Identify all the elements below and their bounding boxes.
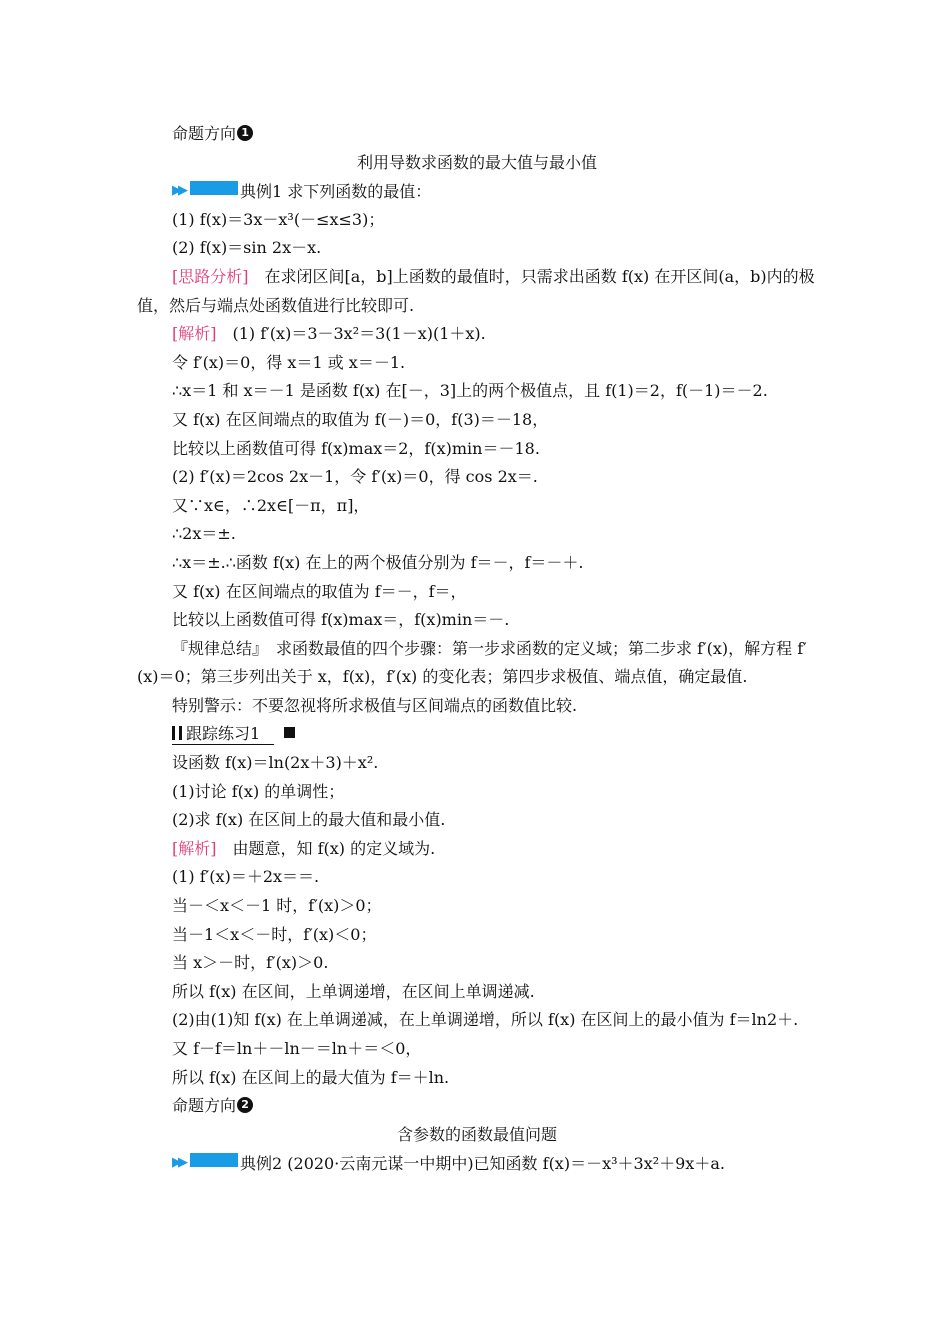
solution-2-line: 所以 f(x) 在区间上的最大值为 f＝＋ln. <box>172 1067 450 1087</box>
example-1-header <box>137 177 817 206</box>
analysis-tag: [思路分析] <box>172 266 249 286</box>
solution-1-line: (2) f′(x)＝2cos 2x－1，令 f′(x)＝0，得 cos 2x＝. <box>172 467 538 487</box>
section-heading-1 <box>137 120 817 149</box>
solution-1-line: 又 f(x) 在区间端点的取值为 f＝－，f＝， <box>172 581 467 601</box>
practice-1-line: (1)讨论 f(x) 的单调性； <box>172 781 345 801</box>
example-2-header <box>137 1149 817 1178</box>
solution-2-line: 当－＜x＜－1 时，f′(x)＞0； <box>172 896 382 916</box>
practice-1-label-underline <box>172 724 274 745</box>
example-marker-icon: ▶▶ <box>172 175 238 206</box>
example-1-line: (2) f(x)＝sin 2x－x. <box>172 238 322 258</box>
summary-text: 求函数最值的四个步骤：第一步求函数的定义域；第二步求 f′(x)，解方程 f′(x)＝0；第三步列出关于 x，f(x)，f′(x) 的变化表；第四步求极值、端点值，确定最值. <box>137 638 807 687</box>
analysis-text: 在求闭区间[a，b]上函数的最值时，只需求出函数 f(x) 在开区间(a，b)内的极值，然后与端点处函数值进行比较即可. <box>137 266 815 315</box>
example-marker-icon: ▶▶ <box>172 1147 238 1178</box>
example-1-label: 典例1 求下列函数的最值： <box>240 181 432 201</box>
section-heading-label: 命题方向 <box>172 1096 237 1116</box>
example-1-line: (1) f(x)＝3x－x³(－≤x≤3)； <box>172 209 385 229</box>
analysis-1 <box>137 263 817 320</box>
solution-tag: [解析] <box>172 324 217 344</box>
circled-number-2-icon: 2 <box>237 1097 253 1113</box>
solution-1-line: 比较以上函数值可得 f(x)max＝2，f(x)min＝－18. <box>172 438 540 458</box>
section-title-2: 含参数的函数最值问题 <box>396 1124 557 1144</box>
section-heading-2 <box>137 1092 817 1121</box>
solution-tag: [解析] <box>172 838 217 858</box>
solution-2-line: 所以 f(x) 在区间，上单调递增，在区间上单调递减. <box>172 981 535 1001</box>
solution-1-line: 令 f′(x)＝0，得 x＝1 或 x＝－1. <box>172 352 406 372</box>
section-title-1: 利用导数求函数的最大值与最小值 <box>356 152 597 172</box>
solution-1-first <box>137 320 817 349</box>
solution-1-line: 又∵x∈，∴2x∈[－π，π]， <box>172 495 370 515</box>
summary-warning: 特别警示：不要忽视将所求极值与区间端点的函数值比较. <box>172 695 578 715</box>
square-icon <box>284 727 295 738</box>
document-content <box>137 120 817 1178</box>
solution-2-line: 当 x＞－时，f′(x)＞0. <box>172 953 329 973</box>
solution-1-first-text: (1) f′(x)＝3－3x²＝3(1－x)(1＋x). <box>216 324 486 344</box>
practice-1-label: 跟踪练习1 <box>186 724 261 744</box>
solution-1-line: ∴x＝1 和 x＝－1 是函数 f(x) 在[－，3]上的两个极值点，且 f(1)＝2，f(－1)＝－2. <box>172 381 768 401</box>
solution-1-line: ∴x＝±.∴函数 f(x) 在上的两个极值分别为 f＝－，f＝－＋. <box>172 552 584 572</box>
summary-tag: 『规律总结』 <box>172 638 261 658</box>
example-2-label: 典例2 (2020·云南元谋一中期中)已知函数 f(x)＝－x³＋3x²＋9x＋a. <box>240 1154 725 1174</box>
solution-2-first-text: 由题意，知 f(x) 的定义域为. <box>216 838 436 858</box>
solution-2-line: (1) f′(x)＝＋2x＝＝. <box>172 867 320 887</box>
solution-2-first <box>137 835 817 864</box>
practice-1-header <box>137 720 817 749</box>
solution-2-paragraph: (2)由(1)知 f(x) 在上单调递减，在上单调递增，所以 f(x) 在区间上的最小值为 f＝ln2＋. <box>172 1010 799 1030</box>
circled-number-1-icon: 1 <box>237 125 253 141</box>
solution-1-line: 比较以上函数值可得 f(x)max＝，f(x)min＝－. <box>172 610 510 630</box>
practice-1-line: (2)求 f(x) 在区间上的最大值和最小值. <box>172 810 446 830</box>
section-heading-label: 命题方向 <box>172 124 237 143</box>
solution-2-line: 当－1＜x＜－时，f′(x)＜0； <box>172 924 377 944</box>
solution-2-line: 又 f－f＝ln＋－ln－＝ln＋＝＜0， <box>172 1039 422 1058</box>
solution-1-line: ∴2x＝±. <box>172 524 236 544</box>
solution-1-line: 又 f(x) 在区间端点的取值为 f(－)＝0，f(3)＝－18， <box>172 409 549 429</box>
summary <box>137 635 817 692</box>
practice-1-line: 设函数 f(x)＝ln(2x＋3)＋x². <box>172 753 379 773</box>
